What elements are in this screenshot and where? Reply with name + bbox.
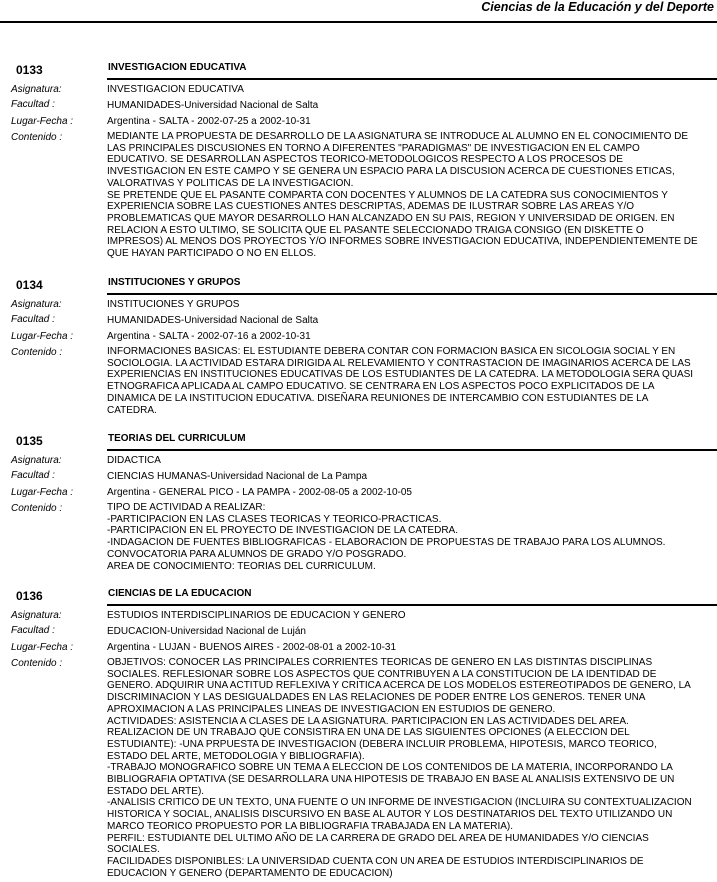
facultad-value: EDUCACION-Universidad Nacional de Luján <box>107 626 306 637</box>
label-asignatura: Asignatura: <box>11 610 62 621</box>
asignatura-value: INVESTIGACION EDUCATIVA <box>107 84 244 95</box>
entry-rule <box>107 293 717 295</box>
contenido-line: EXPERIENCIA SOBRE LAS CUESTIONES ANTES DESCRIPTAS, ADEMAS DE ILUSTRAR SOBRE LAS AREAS Y/O <box>107 201 635 213</box>
contenido-block <box>107 346 715 416</box>
contenido-line: IMPRESOS) AL MENOS DOS PROYECTOS Y/O INFORMES SOBRE INVESTIGACION EDUCATIVA, INDEPENDIENTEMENTE DE <box>107 236 698 248</box>
entry-code: 0135 <box>16 434 43 448</box>
asignatura-value: DIDACTICA <box>107 455 161 466</box>
facultad-value: CIENCIAS HUMANAS-Universidad Nacional de La Pampa <box>107 471 368 482</box>
contenido-line: EDUCACION Y GENERO (DEPARTAMENTO DE EDUCACION) <box>107 867 393 879</box>
label-asignatura: Asignatura: <box>11 455 62 466</box>
entry-0135 <box>0 433 717 573</box>
contenido-line: ESTUDIANTE): -UNA PRPUESTA DE INVESTIGACION (DEBERA INCLUIR PROBLEMA, HIPOTESIS, MARCO TEORICO, <box>107 738 657 750</box>
entry-title: TEORIAS DEL CURRICULUM <box>108 433 246 444</box>
contenido-line: CATEDRA. <box>107 404 157 416</box>
entry-0134 <box>0 277 717 422</box>
contenido-line: SOCIALES. REFLESIONAR SOBRE LOS ASPECTOS QUE CONTRIBUYEN A LA CONSTITUCION DE LA IDENTIDAD DE <box>107 668 657 680</box>
facultad-value: HUMANIDADES-Universidad Nacional de Salta <box>107 100 319 111</box>
contenido-line: -ANALISIS CRITICO DE UN TEXTO, UNA FUENTE O UN INFORME DE INVESTIGACION (INCLUIRA SU CONTEXTUALIZACION <box>107 797 692 809</box>
contenido-block <box>107 657 715 879</box>
entry-rule <box>107 449 717 451</box>
asignatura-value: INSTITUCIONES Y GRUPOS <box>107 299 240 310</box>
entry-rule <box>107 78 717 80</box>
contenido-line: -PARTICIPACION EN EL PROYECTO DE INVESTIGACION DE LA CATEDRA. <box>107 525 458 537</box>
entry-rule <box>107 604 717 606</box>
asignatura-value: ESTUDIOS INTERDISCIPLINARIOS DE EDUCACION Y GENERO <box>107 610 406 621</box>
entry-0136 <box>0 588 717 882</box>
label-contenido: Contenido : <box>11 658 63 669</box>
label-facultad: Facultad : <box>11 625 55 636</box>
contenido-line: TIPO DE ACTIVIDAD A REALIZAR: <box>107 502 266 513</box>
contenido-line: SOCIOLOGIA. LA ACTIVIDAD ESTARA DIRIGIDA AL RELEVAMIENTO Y CONTRASTACION DE IMAGINARIOS ACERCA DE LAS <box>107 357 691 369</box>
lugar-fecha-value: Argentina - SALTA - 2002-07-25 a 2002-10-31 <box>107 116 311 127</box>
contenido-line: AREA DE CONOCIMIENTO: TEORIAS DEL CURRICULUM. <box>107 560 376 572</box>
contenido-line: SOCIALES. <box>107 844 160 856</box>
entry-code: 0134 <box>16 278 43 292</box>
label-lugar-fecha: Lugar-Fecha : <box>11 642 74 653</box>
facultad-value: HUMANIDADES-Universidad Nacional de Salta <box>107 315 319 326</box>
contenido-line: QUE HAYAN PARTICIPADO O NO EN ELLOS. <box>107 248 317 260</box>
label-facultad: Facultad : <box>11 99 55 110</box>
entry-code: 0133 <box>16 63 43 77</box>
contenido-line: ESTADO DEL ARTE, METODOLOGIA Y BIBLIOGRAFIA). <box>107 750 365 762</box>
contenido-line: FACILIDADES DISPONIBLES: LA UNIVERSIDAD CUENTA CON UN AREA DE ESTUDIOS INTERDISCIPLINARIOS DE <box>107 855 644 867</box>
label-lugar-fecha: Lugar-Fecha : <box>11 487 74 498</box>
contenido-line: INFORMACIONES BASICAS: EL ESTUDIANTE DEBERA CONTAR CON FORMACION BASICA EN SICOLOGIA SOCIAL Y EN <box>107 346 676 357</box>
contenido-line: ETNOGRAFICA APLICADA AL CAMPO EDUCATIVO. SE CENTRARA EN LOS ASPECTOS POCO EXPLICITADOS DE LA <box>107 381 655 393</box>
contenido-line: -INDAGACION DE FUENTES BIBLIOGRAFICAS - ELABORACION DE PROPUESTAS DE TRABAJO PARA LOS ALUMNOS. <box>107 537 666 549</box>
contenido-line: INVESTIGACION EN ESTE CAMPO Y SE GENERA UN ESPACIO PARA LA DISCUSION ACERCA DE CUESTIONES ETICAS, <box>107 166 675 178</box>
contenido-line: BIBLIOGRAFIA OPTATIVA (SE DESARROLLARA UNA HIPOTESIS DE TRABAJO EN BASE AL ANALISIS EXTENSIVO DE UN <box>107 774 675 786</box>
label-contenido: Contenido : <box>11 347 63 358</box>
contenido-line: VALORATIVAS Y POLITICAS DE LA INVESTIGACION. <box>107 177 354 189</box>
contenido-line: CONVOCATORIA PARA ALUMNOS DE GRADO Y/O POSGRADO. <box>107 548 407 560</box>
contenido-line: PROBLEMATICAS QUE MAYOR DESARROLLO HAN ALCANZADO EN SU PAIS, REGION Y UNIVERSIDAD DE ORIGEN. EN <box>107 212 675 224</box>
label-asignatura: Asignatura: <box>11 84 62 95</box>
contenido-line: RELACION A ESTO ULTIMO, SE SOLICITA QUE EL PASANTE SELECCIONADO TRAIGA CONSIGO (EN DISKETTE O <box>107 224 644 236</box>
contenido-block <box>107 131 715 260</box>
contenido-line: EDUCATIVO. SE DESARROLLAN ASPECTOS TEORICO-METODOLOGICOS RESPECTO A LOS PROCESOS DE <box>107 154 623 166</box>
contenido-line: ESTADO DEL ARTE). <box>107 785 205 797</box>
contenido-block <box>107 502 715 572</box>
lugar-fecha-value: Argentina - SALTA - 2002-07-16 a 2002-10-31 <box>107 331 311 342</box>
contenido-line: GENERO. ADQUIRIR UNA ACTITUD REFLEXIVA Y CRITICA ACERCA DE LOS MODELOS ESTEREOTIPADOS DE GENERO, LA <box>107 680 691 692</box>
entry-0133 <box>0 62 717 272</box>
contenido-line: SE PRETENDE QUE EL PASANTE COMPARTA CON DOCENTES Y ALUMNOS DE LA CATEDRA SUS CONOCIMIENTOS Y <box>107 189 668 201</box>
label-facultad: Facultad : <box>11 470 55 481</box>
page-header-title: Ciencias de la Educación y del Deporte <box>481 0 714 14</box>
contenido-line: PERFIL: ESTUDIANTE DEL ULTIMO AÑO DE LA CARRERA DE GRADO DEL AREA DE HUMANIDADES Y/O CIENCIAS <box>107 832 649 844</box>
label-contenido: Contenido : <box>11 503 63 514</box>
contenido-line: DINAMICA DE LA INSTITUCION EDUCATIVA. DISEÑARA REUNIONES DE INTERCAMBIO CON ESTUDIANTES DE LA <box>107 392 649 404</box>
label-lugar-fecha: Lugar-Fecha : <box>11 116 74 127</box>
contenido-line: APROXIMACION A LAS PRINCIPALES LINEAS DE INVESTIGACION EN ESTUDIOS DE GENERO. <box>107 703 556 715</box>
contenido-line: DISCRIMINACION Y LAS DESIGUALDADES EN LAS RELACIONES DE PODER ENTRE LOS GENEROS. TENER UNA <box>107 692 646 704</box>
contenido-line: REALIZACION DE UN TRABAJO QUE CONSISTIRA EN UNA DE LAS SIGUIENTES OPCIONES (A ELECCION DEL <box>107 727 630 739</box>
contenido-line: OBJETIVOS: CONOCER LAS PRINCIPALES CORRIENTES TEORICAS DE GENERO EN LAS DISTINTAS DISCIPLINAS <box>107 657 653 668</box>
entry-code: 0136 <box>16 589 43 603</box>
contenido-line: ACTIVIDADES: ASISTENCIA A CLASES DE LA ASIGNATURA. PARTICIPACION EN LAS ACTIVIDADES DEL AREA. <box>107 715 629 727</box>
lugar-fecha-value: Argentina - LUJAN - BUENOS AIRES - 2002-08-01 a 2002-10-31 <box>107 642 397 653</box>
contenido-line: EXPERIENCIAS EN INSTITUCIONES EDUCATIVAS DE LOS ESTUDIANTES DE LA CATEDRA. LA METODOLOGIA SERA QUASI <box>107 369 694 381</box>
contenido-line: HISTORICA Y SOCIAL, ANALISIS DISCURSIVO EN BASE AL AUTOR Y LOS DESTINATARIOS DEL TEXTO UTILIZANDO UN <box>107 809 673 821</box>
contenido-line: LAS PRINCIPALES DISCUSIONES EN TORNO A DIFERENTES "PARADIGMAS" DE INVESTIGACION EN EL CAMPO <box>107 142 640 154</box>
label-contenido: Contenido : <box>11 132 63 143</box>
entry-title: CIENCIAS DE LA EDUCACION <box>108 588 252 599</box>
entry-title: INVESTIGACION EDUCATIVA <box>108 62 247 73</box>
label-asignatura: Asignatura: <box>11 299 62 310</box>
contenido-line: -PARTICIPACION EN LAS CLASES TEORICAS Y TEORICO-PRACTICAS. <box>107 513 442 525</box>
contenido-line: -TRABAJO MONOGRAFICO SOBRE UN TEMA A ELECCION DE LOS CONTENIDOS DE LA MATERIA, INCORPORANDO LA <box>107 762 673 774</box>
label-lugar-fecha: Lugar-Fecha : <box>11 331 74 342</box>
entry-title: INSTITUCIONES Y GRUPOS <box>108 277 241 288</box>
header-rule <box>0 21 717 23</box>
label-facultad: Facultad : <box>11 314 55 325</box>
lugar-fecha-value: Argentina - GENERAL PICO - LA PAMPA - 2002-08-05 a 2002-10-05 <box>107 487 412 498</box>
contenido-line: MARCO TEORICO PROPUESTO POR LA BIBLIOGRAFIA TRABAJADA EN LA MATERIA). <box>107 820 514 832</box>
contenido-line: MEDIANTE LA PROPUESTA DE DESARROLLO DE LA ASIGNATURA SE INTRODUCE AL ALUMNO EN EL CONOCIMIENTO DE <box>107 131 689 142</box>
